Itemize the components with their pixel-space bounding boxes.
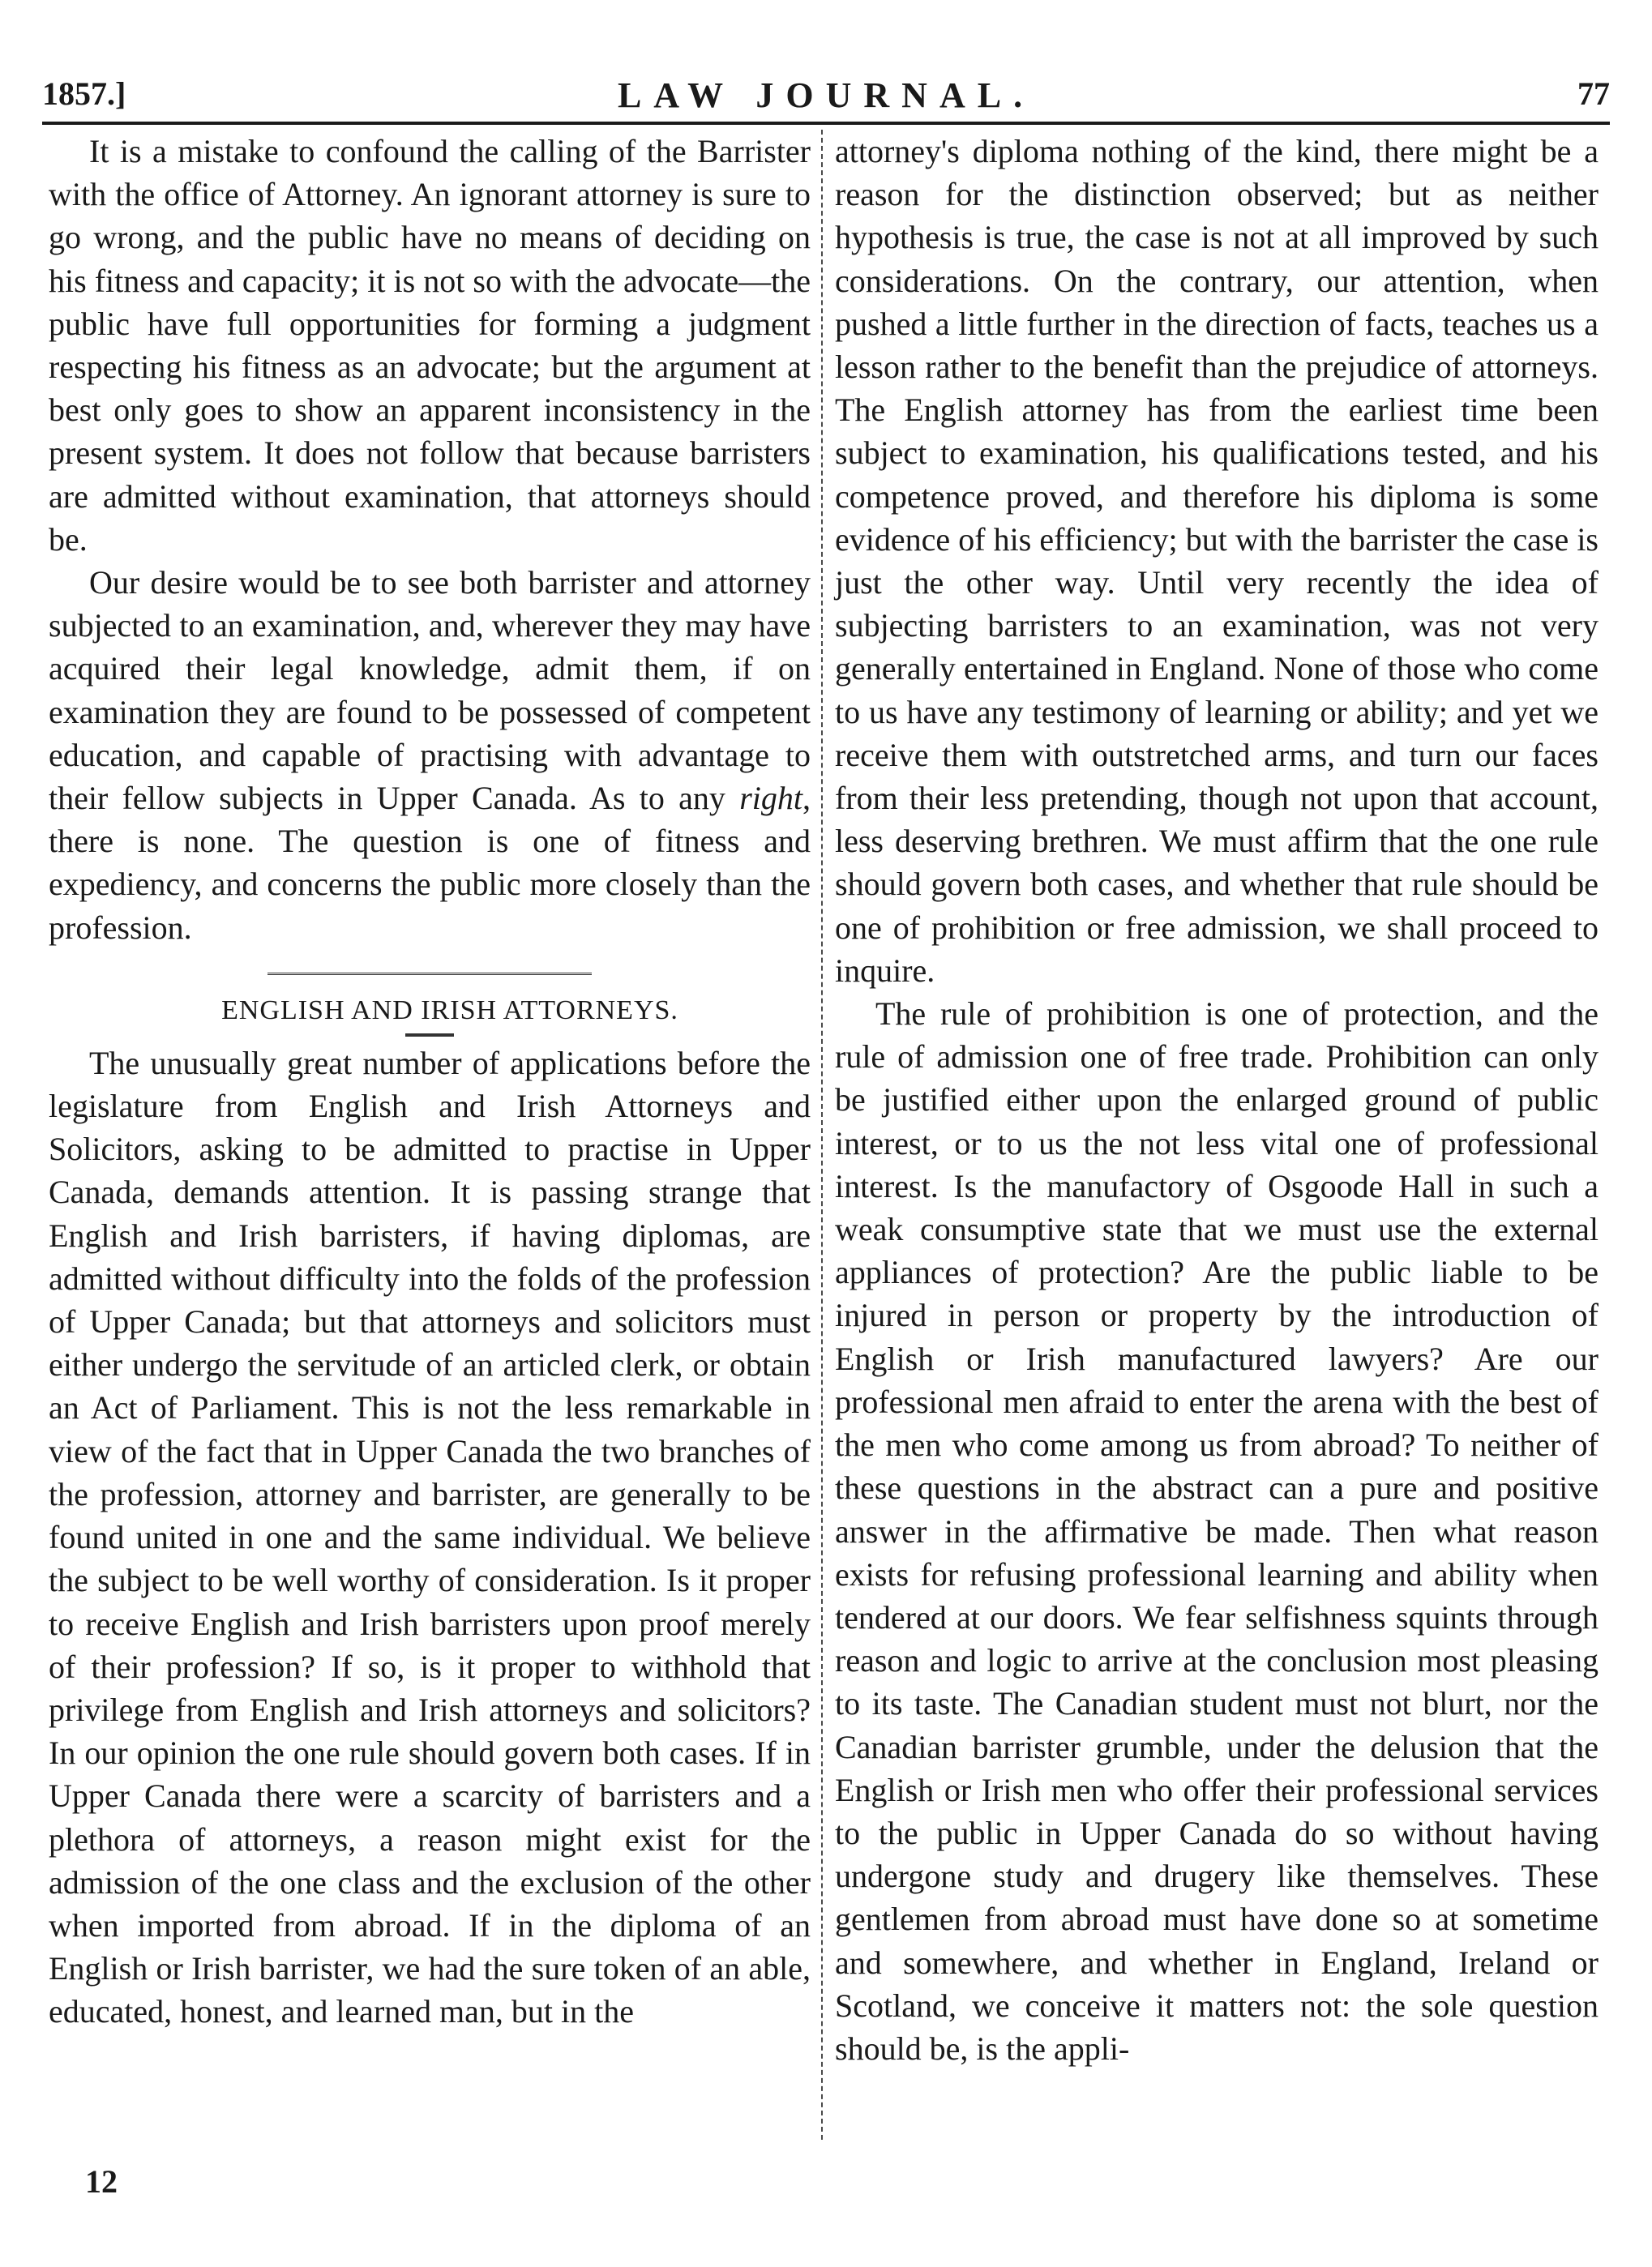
section-heading: ENGLISH AND IRISH ATTORNEYS. <box>221 994 678 1025</box>
header-rule <box>42 122 1610 125</box>
signature-mark: 12 <box>85 2163 118 2200</box>
left-paragraph-2: Our desire would be to see both barrister and attorney subjected to an examination, and, wherever they may have acquired their legal knowledge, admit them, if on examination they are found to be possessed of competent education, and capable of practising with advantage to their fellow subjects in Upper Canada. As to any right, there is none. The question is one of fitness and expediency, and concerns the public more closely than the profession. <box>49 564 811 946</box>
left-paragraph-1: It is a mistake to confound the calling of the Barrister with the office of Attorney. An ignorant attorney is sure to go wrong, and the public have no means of deciding on his fitness and capacity; it is not so with the advocate—the public have full opportunities for forming a judgment respecting his fitness as an advocate; but the argument at best only goes to show an apparent inconsistency in the present system. It does not follow that because barristers are admitted without examination, that attorneys should be. <box>49 133 811 558</box>
journal-title: LAW JOURNAL. <box>617 75 1035 115</box>
page-number: 77 <box>1577 75 1610 112</box>
header-year: 1857.] <box>42 75 126 112</box>
right-paragraph-2: The rule of prohibition is one of protection, and the rule of admission one of free trade. Prohibition can only be justified either upon the enlarged ground of public interest, or to us the not less vital one of professional interest. Is the manufactory of Osgoode Hall in such a weak consumptive state that we must use the external appliances of protection? Are the public liable to be injured in person or property by the introduction of English or Irish manufactured lawyers? Are our professional men afraid to enter the arena with the best of the men who come among us from abroad? To neither of these questions in the abstract can a pure and positive answer in the affirmative be made. Then what reason exists for refusing professional learning and ability when tendered at our doors. We fear selfishness squints through reason and logic to arrive at the conclusion most pleasing to its taste. The Canadian student must not blurt, nor the Canadian barrister grumble, under the delusion that the English or Irish men who offer their professional services to the public in Upper Canada do so without having undergone study and drugery like themselves. These gentlemen from abroad must have done so at sometime and somewhere, and whether in England, Ireland or Scotland, we conceive it matters not: the sole question should be, is the appli- <box>835 995 1599 2067</box>
left-paragraph-3: The unusually great number of applications before the legislature from English and Irish Attorneys and Solicitors, asking to be admitted to practise in Upper Canada, demands attention. It is passing strange that English and Irish barristers, if having diplomas, are admitted without difficulty into the folds of the profession of Upper Canada; but that attorneys and solicitors must either undergo the servitude of an articled clerk, or obtain an Act of Parliament. This is not the less remarkable in view of the fact that in Upper Canada the two branches of the profession, attorney and barrister, are generally to be found united in one and the same individual. We believe the subject to be well worthy of consideration. Is it proper to receive English and Irish barristers upon proof merely of their profession? If so, is it proper to withhold that privilege from English and Irish attorneys and solicitors? In our opinion the one rule should govern both cases. If in Upper Canada there were a scarcity of barristers and a plethora of attorneys, a reason might exist for the admission of the one class and the exclusion of the other when imported from abroad. If in the diploma of an English or Irish barrister, we had the sure token of an able, educated, honest, and learned man, but in the <box>49 1044 811 2030</box>
heading-dash <box>49 1033 811 1037</box>
right-column <box>835 130 1599 2070</box>
section-separator <box>49 965 811 983</box>
column-divider <box>821 130 823 2140</box>
right-paragraph-1: attorney's diploma nothing of the kind, there might be a reason for the distinction observed; but as neither hypothesis is true, the case is not at all improved by such considerations. On the contrary, our attention, when pushed a little further in the direction of facts, teaches us a lesson rather to the benefit than the prejudice of attorneys. The English attorney has from the earliest time been subject to examination, his qualifications tested, and his competence proved, and therefore his diploma is some evidence of his efficiency; but with the barrister the case is just the other way. Until very recently the idea of subjecting barristers to an examination, was not very generally entertained in England. None of those who come to us have any testimony of learning or ability; and yet we receive them with outstretched arms, and turn our faces from their less pretending, though not upon that account, less deserving brethren. We must affirm that the one rule should govern both cases, and whether that rule should be one of prohibition or free admission, we shall proceed to inquire. <box>835 133 1599 989</box>
page-header <box>42 75 1610 123</box>
left-column <box>49 130 811 2034</box>
emphasis-right: right <box>739 780 802 817</box>
